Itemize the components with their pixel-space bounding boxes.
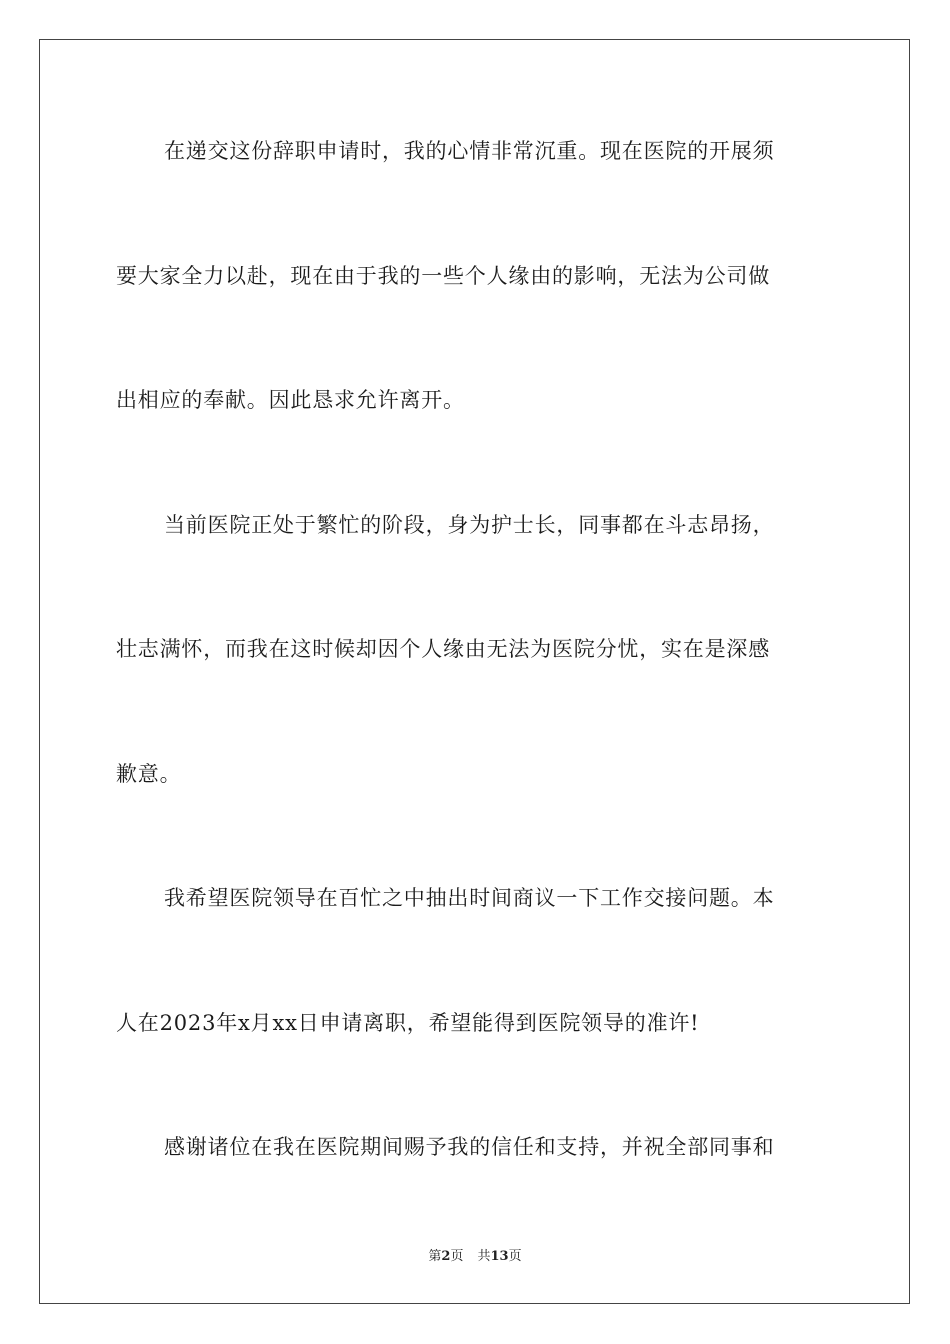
paragraph-1-line-1: 在递交这份辞职申请时，我的心情非常沉重。现在医院的开展须 [164, 139, 775, 163]
paragraph-2-line-1: 当前医院正处于繁忙的阶段，身为护士长，同事都在斗志昂扬， [164, 513, 775, 537]
total-label-prefix: 共 [477, 1249, 491, 1264]
paragraph-2-line-2: 壮志满怀，而我在这时候却因个人缘由无法为医院分忧，实在是深感 [116, 637, 770, 661]
page-footer [0, 1248, 950, 1266]
page-border [39, 39, 910, 1304]
paragraph-2-line-3: 歉意。 [116, 762, 182, 786]
page-label-prefix: 第 [428, 1249, 442, 1264]
paragraph-3-line-1: 我希望医院领导在百忙之中抽出时间商议一下工作交接问题。本 [164, 886, 775, 910]
paragraph-1-line-2: 要大家全力以赴，现在由于我的一些个人缘由的影响，无法为公司做 [116, 264, 770, 288]
paragraph-1-line-3: 出相应的奉献。因此恳求允许离开。 [116, 388, 465, 412]
paragraph-3-line-2: 人在2023年x月xx日申请离职，希望能得到医院领导的准许! [116, 1011, 700, 1035]
paragraph-4-line-1: 感谢诸位在我在医院期间赐予我的信任和支持，并祝全部同事和 [164, 1135, 775, 1159]
total-label-suffix: 页 [508, 1249, 522, 1264]
page-label-suffix: 页 [450, 1249, 464, 1264]
total-page-count: 13 [490, 1249, 509, 1264]
current-page-number: 2 [441, 1249, 451, 1264]
